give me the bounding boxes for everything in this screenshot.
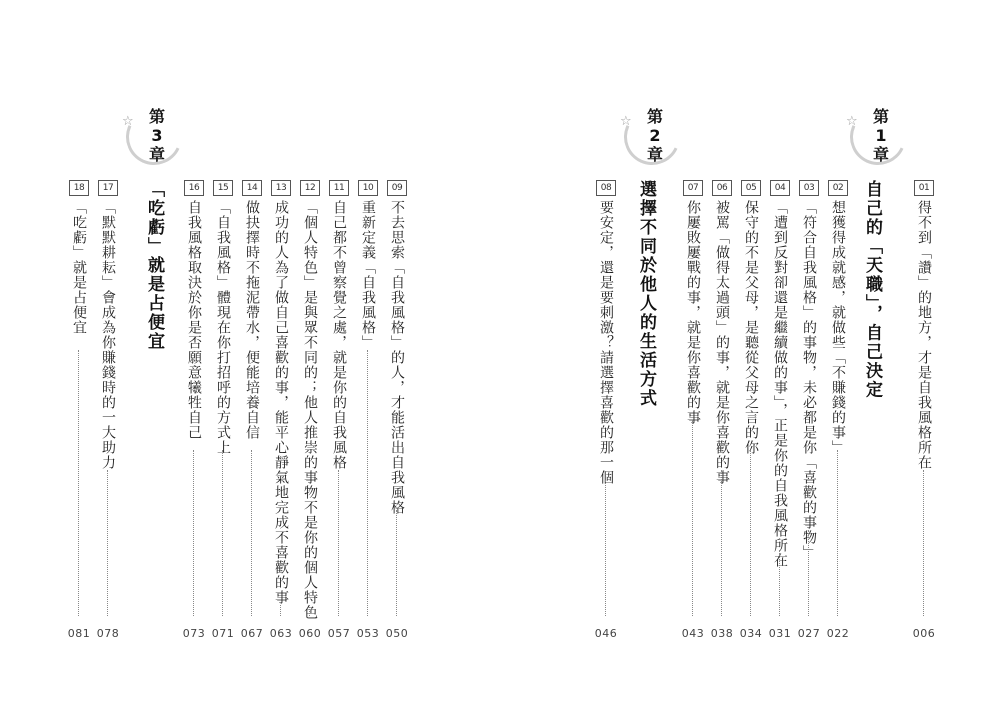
entry-page-number: 034	[739, 627, 763, 640]
dotted-leader	[107, 470, 108, 616]
dotted-leader	[692, 420, 693, 616]
entry-title: 被罵「做得太過頭」的事，就是你喜歡的事	[714, 200, 730, 485]
chapter-badge-label: 第 2 章	[646, 107, 663, 164]
toc-entry-08[interactable]	[594, 180, 618, 640]
dotted-leader	[750, 450, 751, 616]
dotted-leader	[721, 470, 722, 616]
dotted-leader	[605, 480, 606, 616]
entry-title: 自己都不曾察覺之處，就是你的自我風格	[331, 200, 347, 470]
entry-number: 07	[683, 180, 703, 196]
toc-entry-14[interactable]	[240, 180, 264, 640]
toc-entry-15[interactable]	[211, 180, 235, 640]
entry-title: 自我風格取決於你是否願意犧牲自己	[186, 200, 202, 440]
star-icon: ☆	[620, 114, 632, 129]
entry-page-number: 078	[96, 627, 120, 640]
entry-number: 18	[69, 180, 89, 196]
entry-number: 09	[387, 180, 407, 196]
entry-page-number: 046	[594, 627, 618, 640]
entry-page-number: 071	[211, 627, 235, 640]
entry-page-number: 038	[710, 627, 734, 640]
dotted-leader	[309, 605, 310, 616]
entry-page-number: 053	[356, 627, 380, 640]
toc-entry-16[interactable]	[182, 180, 206, 640]
entry-page-number: 050	[385, 627, 409, 640]
entry-title: 不去思索「自我風格」的人，才能活出自我風格	[389, 200, 405, 515]
toc-entry-17[interactable]	[96, 180, 120, 640]
dotted-leader	[779, 550, 780, 616]
entry-title: 想獲得成就感，就做些「不賺錢的事」	[830, 200, 846, 455]
toc-entry-12[interactable]	[298, 180, 322, 640]
dotted-leader	[923, 470, 924, 616]
entry-page-number: 060	[298, 627, 322, 640]
entry-title: 「符合自我風格」的事物，未必都是你「喜歡的事物」	[801, 200, 817, 560]
toc-entry-05[interactable]	[739, 180, 763, 640]
dotted-leader	[251, 450, 252, 616]
entry-number: 10	[358, 180, 378, 196]
toc-entry-07[interactable]	[681, 180, 705, 640]
entry-page-number: 022	[826, 627, 850, 640]
dotted-leader	[78, 350, 79, 616]
entry-number: 11	[329, 180, 349, 196]
entry-title: 「吃虧」就是占便宜	[71, 200, 87, 335]
star-icon: ☆	[122, 114, 134, 129]
toc-entry-11[interactable]	[327, 180, 351, 640]
entry-page-number: 031	[768, 627, 792, 640]
entry-title: 「遭到反對卻還是繼續做的事」，正是你的自我風格所在	[772, 200, 788, 568]
entry-number: 05	[741, 180, 761, 196]
dotted-leader	[338, 470, 339, 616]
toc-entry-18[interactable]	[67, 180, 91, 640]
entry-page-number: 057	[327, 627, 351, 640]
chapter-2-title: 選擇不同於他人的生活方式	[636, 180, 656, 408]
entry-title: 重新定義「自我風格」	[360, 200, 376, 350]
entry-number: 17	[98, 180, 118, 196]
entry-title: 保守的不是父母，是聽從父母之言的你	[743, 200, 759, 455]
entry-title: 得不到「讚」的地方，才是自我風格所在	[916, 200, 932, 470]
toc-entry-06[interactable]	[710, 180, 734, 640]
entry-number: 06	[712, 180, 732, 196]
chapter-badge-label: 第 1 章	[872, 107, 889, 164]
entry-title: 「自我風格」體現在你打招呼的方式上	[215, 200, 231, 455]
chapter-1-title: 自己的「天職」，自己決定	[862, 180, 882, 400]
entry-number: 03	[799, 180, 819, 196]
entry-title: 要安定，還是要刺激？請選擇喜歡的那一個	[598, 200, 614, 485]
dotted-leader	[280, 605, 281, 616]
chapter-3-badge	[124, 107, 184, 169]
star-icon: ☆	[846, 114, 858, 129]
entry-title: 「個人特色」是與眾不同的；他人推崇的事物不是你的個人特色	[302, 200, 318, 620]
entry-title: 「默默耕耘」會成為你賺錢時的一大助力	[100, 200, 116, 470]
entry-number: 01	[914, 180, 934, 196]
entry-number: 08	[596, 180, 616, 196]
entry-title: 做抉擇時不拖泥帶水，便能培養自信	[244, 200, 260, 440]
toc-entry-02[interactable]	[826, 180, 850, 640]
entry-number: 12	[300, 180, 320, 196]
dotted-leader	[808, 530, 809, 616]
dotted-leader	[367, 350, 368, 616]
entry-page-number: 006	[912, 627, 936, 640]
dotted-leader	[222, 450, 223, 616]
entry-title: 成功的人為了做自己喜歡的事，能平心靜氣地完成不喜歡的事	[273, 200, 289, 605]
dotted-leader	[396, 510, 397, 616]
entry-number: 02	[828, 180, 848, 196]
entry-number: 16	[184, 180, 204, 196]
toc-entry-01[interactable]	[912, 180, 936, 640]
entry-title: 你屢敗屢戰的事，就是你喜歡的事	[685, 200, 701, 425]
entry-page-number: 067	[240, 627, 264, 640]
entry-page-number: 043	[681, 627, 705, 640]
chapter-1-badge	[848, 107, 908, 169]
dotted-leader	[837, 450, 838, 616]
chapter-3-title: 「吃虧」就是占便宜	[144, 180, 164, 351]
entry-number: 13	[271, 180, 291, 196]
entry-page-number: 073	[182, 627, 206, 640]
entry-page-number: 081	[67, 627, 91, 640]
entry-page-number: 027	[797, 627, 821, 640]
toc-entry-13[interactable]	[269, 180, 293, 640]
entry-number: 04	[770, 180, 790, 196]
toc-entry-03[interactable]	[797, 180, 821, 640]
entry-page-number: 063	[269, 627, 293, 640]
chapter-badge-label: 第 3 章	[148, 107, 165, 164]
dotted-leader	[193, 450, 194, 616]
entry-number: 15	[213, 180, 233, 196]
toc-entry-04[interactable]	[768, 180, 792, 640]
entry-number: 14	[242, 180, 262, 196]
chapter-2-badge	[622, 107, 682, 169]
toc-entry-10[interactable]	[356, 180, 380, 640]
toc-entry-09[interactable]	[385, 180, 409, 640]
